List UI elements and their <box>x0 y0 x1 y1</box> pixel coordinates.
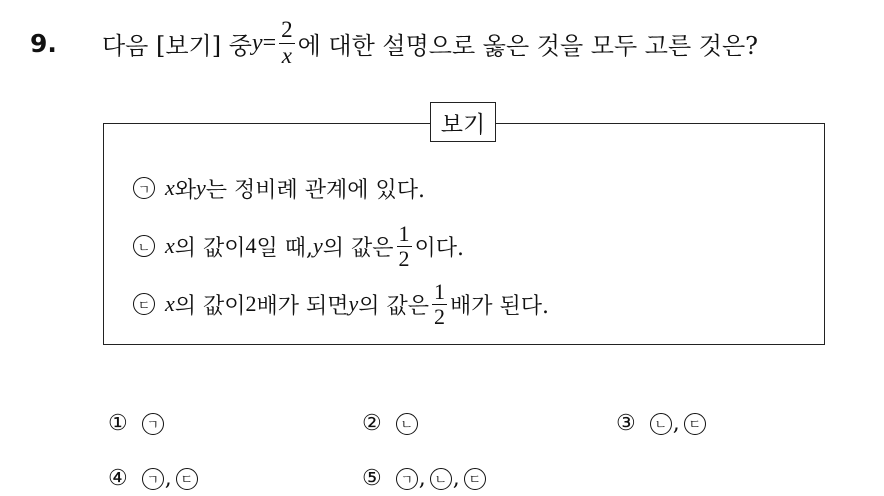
choice-number: ③ <box>616 411 636 436</box>
statement-3 <box>133 276 549 332</box>
choice-marker: ㄷ <box>176 468 198 490</box>
statement-text: 배가 되면 <box>256 293 349 319</box>
var-y: y <box>196 175 206 200</box>
statement-text: 와 <box>174 177 197 203</box>
question-fraction-denominator: x <box>281 42 292 68</box>
question-prefix: 다음 [보기] 중 <box>102 31 252 60</box>
choice-number: ① <box>108 411 128 436</box>
statement-fraction <box>432 280 447 327</box>
statement-fraction <box>397 222 412 269</box>
var-x: x <box>165 175 175 200</box>
var-x: x <box>165 291 175 316</box>
answer-choice-5[interactable]: ⑤ ㄱ , ㄴ , ㄷ <box>362 466 486 491</box>
statement-1 <box>133 170 425 206</box>
statement-text: 의 값은 <box>358 293 430 319</box>
statement-text: 의 값이 <box>174 235 246 261</box>
statement-marker: ㄷ <box>133 293 155 315</box>
choice-marker: ㄴ <box>430 468 452 490</box>
choice-number: ④ <box>108 466 128 491</box>
choice-number: ② <box>362 411 382 436</box>
example-box-title: 보기 <box>430 102 496 142</box>
statement-marker: ㄴ <box>133 235 155 257</box>
choice-number: ⑤ <box>362 466 382 491</box>
choice-marker: ㄴ <box>650 413 672 435</box>
statement-text: 일 때, <box>256 235 314 261</box>
var-x: x <box>165 233 175 258</box>
statement-text: 배가 된다. <box>450 293 550 319</box>
question-number: 9. <box>30 28 57 58</box>
statement-number: 2 <box>245 291 257 316</box>
question-fraction <box>279 18 295 67</box>
choice-marker: ㄱ <box>396 468 418 490</box>
choice-marker: ㄱ <box>142 413 164 435</box>
answer-choice-2[interactable] <box>362 411 418 436</box>
answer-choice-4[interactable]: ④ ㄱ , ㄷ <box>108 466 198 491</box>
question-equals: = <box>262 29 277 56</box>
fraction-denominator: 2 <box>398 245 410 271</box>
question-suffix: 에 대한 설명으로 옳은 것을 모두 고른 것은? <box>297 31 759 60</box>
choice-marker: ㄷ <box>684 413 706 435</box>
choice-marker: ㄱ <box>142 468 164 490</box>
choice-marker: ㄴ <box>396 413 418 435</box>
answer-choice-3[interactable]: ③ ㄴ , ㄷ <box>616 411 706 436</box>
fraction-denominator: 2 <box>434 303 446 329</box>
answer-choice-1[interactable] <box>108 411 164 436</box>
var-y: y <box>313 233 323 258</box>
statement-2 <box>133 218 464 274</box>
statement-text: 이다. <box>414 235 465 261</box>
fraction-numerator: 1 <box>434 279 446 305</box>
statement-marker: ㄱ <box>133 177 155 199</box>
statement-number: 4 <box>245 233 257 258</box>
choice-marker: ㄷ <box>464 468 486 490</box>
var-y: y <box>348 291 359 316</box>
question <box>30 16 758 70</box>
statement-text: 의 값이 <box>174 293 246 319</box>
question-text <box>102 18 758 67</box>
question-fraction-numerator: 2 <box>281 17 293 43</box>
statement-text: 의 값은 <box>322 235 394 261</box>
fraction-numerator: 1 <box>398 221 410 247</box>
statement-text: 는 정비례 관계에 있다. <box>205 177 426 203</box>
question-var-y: y <box>251 29 263 56</box>
